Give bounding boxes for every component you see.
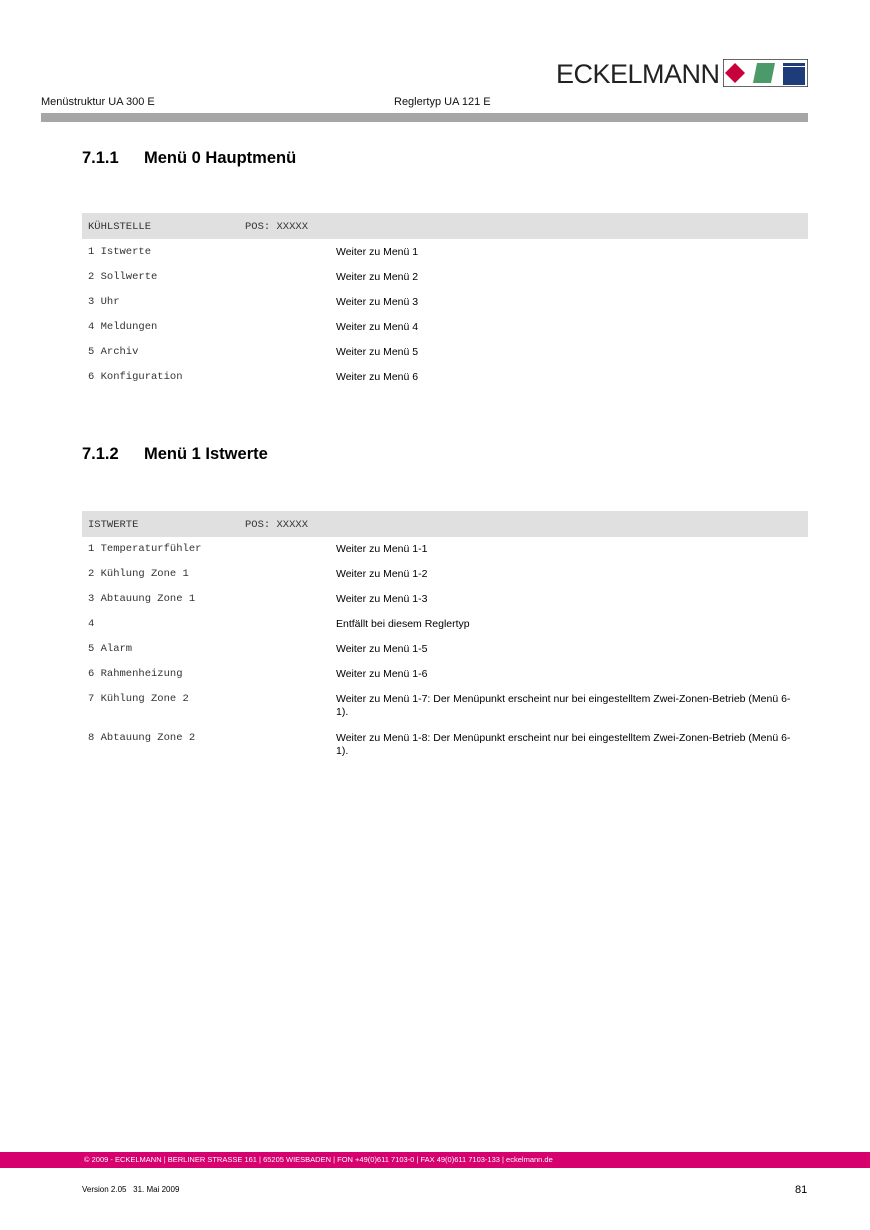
menu-item-description: Weiter zu Menü 1-7: Der Menüpunkt erscheint nur bei eingestelltem Zwei-Zonen-Betrieb (Menü 6-1). <box>336 693 791 718</box>
table-header-position: POS: XXXXX <box>245 221 309 233</box>
menu-0-table <box>82 213 808 396</box>
section-title: Menü 0 Hauptmenü <box>144 149 297 167</box>
section-number: 7.1.1 <box>82 149 119 167</box>
table-header-menu-name: KÜHLSTELLE <box>88 221 152 233</box>
menu-item-description: Weiter zu Menü 1-6 <box>336 668 428 680</box>
section-heading-menu-1 <box>82 445 482 465</box>
menu-item: 6 Rahmenheizung <box>88 668 183 680</box>
menu-item: 7 Kühlung Zone 2 <box>88 693 189 705</box>
menu-item-description: Weiter zu Menü 3 <box>336 296 419 308</box>
table-header-menu-name: ISTWERTE <box>88 519 139 531</box>
menu-item: 4 <box>88 618 95 630</box>
menu-item: 2 Kühlung Zone 1 <box>88 568 189 580</box>
header-controller-type: Reglertyp UA 121 E <box>394 96 491 108</box>
menu-item-description: Weiter zu Menü 2 <box>336 271 419 283</box>
menu-item-description: Weiter zu Menü 6 <box>336 371 419 383</box>
table-row <box>82 321 808 346</box>
menu-item-description: Weiter zu Menü 1-1 <box>336 543 428 555</box>
menu-1-table <box>82 511 808 771</box>
section-title: Menü 1 Istwerte <box>144 445 268 463</box>
menu-item-description: Weiter zu Menü 1-8: Der Menüpunkt erscheint nur bei eingestelltem Zwei-Zonen-Betrieb (Menü 6-1). <box>336 732 791 757</box>
menu-item: 6 Konfiguration <box>88 371 183 383</box>
table-header <box>82 511 808 537</box>
menu-item: 4 Meldungen <box>88 321 158 333</box>
menu-item-description: Weiter zu Menü 4 <box>336 321 419 333</box>
footer-contact: © 2009 - ECKELMANN | BERLINER STRASSE 161 | 65205 WIESBADEN | FON +49(0)611 7103-0 | FAX 49(0)611 7103-133 | eckelmann.de <box>84 1155 553 1164</box>
menu-item: 3 Uhr <box>88 296 120 308</box>
table-row <box>82 568 808 593</box>
table-row <box>82 668 808 693</box>
menu-item: 1 Temperaturfühler <box>88 543 202 555</box>
menu-item: 1 Istwerte <box>88 246 152 258</box>
table-row <box>82 593 808 618</box>
section-heading-menu-0 <box>82 149 482 169</box>
menu-item-description: Weiter zu Menü 1 <box>336 246 419 258</box>
table-row <box>82 246 808 271</box>
brand-name: ECKELMANN <box>556 59 720 89</box>
menu-item: 2 Sollwerte <box>88 271 158 283</box>
footer-bar <box>0 1152 870 1168</box>
menu-item-description: Weiter zu Menü 1-2 <box>336 568 428 580</box>
table-row <box>82 371 808 396</box>
section-number: 7.1.2 <box>82 445 119 463</box>
table-row <box>82 346 808 371</box>
logo-squares-icon <box>723 59 808 87</box>
menu-item-description: Weiter zu Menü 1-3 <box>336 593 428 605</box>
table-row <box>82 296 808 321</box>
menu-item-description: Weiter zu Menü 1-5 <box>336 643 428 655</box>
table-row <box>82 618 808 643</box>
table-row <box>82 643 808 668</box>
menu-item-description: Entfällt bei diesem Reglertyp <box>336 618 470 630</box>
table-row <box>82 693 808 732</box>
menu-item: 5 Archiv <box>88 346 139 358</box>
table-row <box>82 271 808 296</box>
table-row <box>82 732 808 771</box>
brand-logo <box>556 57 808 89</box>
page-number: 81 <box>795 1184 808 1196</box>
menu-item: 3 Abtauung Zone 1 <box>88 593 196 605</box>
menu-item-description: Weiter zu Menü 5 <box>336 346 419 358</box>
table-header <box>82 213 808 239</box>
document-version: Version 2.05 31. Mai 2009 <box>82 1185 180 1194</box>
menu-item: 8 Abtauung Zone 2 <box>88 732 196 744</box>
menu-item: 5 Alarm <box>88 643 133 655</box>
table-row <box>82 543 808 568</box>
header-divider <box>41 113 808 122</box>
table-header-position: POS: XXXXX <box>245 519 309 531</box>
header-document-title: Menüstruktur UA 300 E <box>41 96 155 108</box>
